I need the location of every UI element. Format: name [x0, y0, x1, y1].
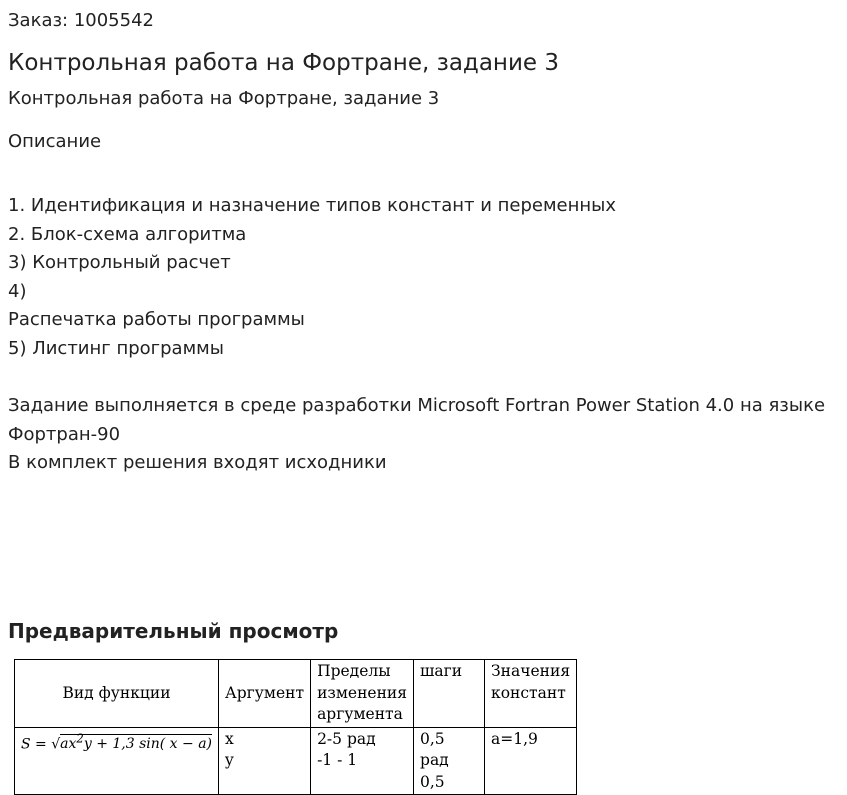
description-line: 2. Блок-схема алгоритма — [8, 223, 247, 245]
header-function-type: Вид функции — [15, 660, 219, 728]
page-subtitle: Контрольная работа на Фортране, задание 3 — [8, 88, 440, 109]
preview-table — [14, 659, 577, 795]
formula — [21, 731, 213, 753]
limits-cell — [311, 727, 414, 795]
page-title: Контрольная работа на Фортране, задание 3 — [8, 50, 560, 76]
description-heading: Описание — [8, 131, 102, 152]
description-line: Распечатка работы программы — [8, 309, 305, 331]
formula-tail: y + 1,3 sin( x − a) — [83, 736, 213, 753]
step-value: 0,5 рад — [420, 729, 449, 769]
formula-sup: 2 — [76, 731, 84, 746]
argument-cell — [219, 727, 311, 795]
formula-radicand — [60, 731, 213, 753]
preview-heading: Предварительный просмотр — [8, 619, 339, 643]
description-blank-line — [8, 364, 828, 393]
description-line: 3) Контрольный расчет — [8, 252, 231, 274]
description-line: В комплект решения входят исходники — [8, 452, 387, 474]
constant-value: a=1,9 — [491, 729, 538, 748]
description-line: 4) — [8, 280, 27, 302]
limit-value: 2-5 рад — [317, 729, 376, 748]
sqrt-icon: √ — [51, 736, 61, 753]
step-value: 0,5 — [420, 772, 445, 791]
table-row — [15, 727, 577, 795]
header-constants: Значения констант — [485, 660, 577, 728]
header-argument: Аргумент — [219, 660, 311, 728]
order-number: Заказ: 1005542 — [8, 10, 154, 31]
formula-lhs: S = — [21, 736, 52, 753]
description-body — [8, 192, 828, 478]
formula-cell — [15, 727, 219, 795]
constants-cell — [485, 727, 577, 795]
description-line: 5) Листинг программы — [8, 337, 224, 359]
table-header-row — [15, 660, 577, 728]
header-steps: шаги — [414, 660, 485, 728]
argument-value: y — [225, 751, 234, 769]
description-line: Задание выполняется в среде разработки Microsoft Fortran Power Station 4.0 на языке Фортран-90 — [8, 395, 826, 445]
limit-value: -1 - 1 — [317, 751, 358, 769]
description-line: 1. Идентификация и назначение типов констант и переменных — [8, 195, 617, 216]
formula-rad: ax — [60, 736, 77, 753]
header-argument-limits: Пределы изменения аргумента — [311, 660, 414, 728]
steps-cell — [414, 727, 485, 795]
argument-value: x — [225, 729, 234, 748]
